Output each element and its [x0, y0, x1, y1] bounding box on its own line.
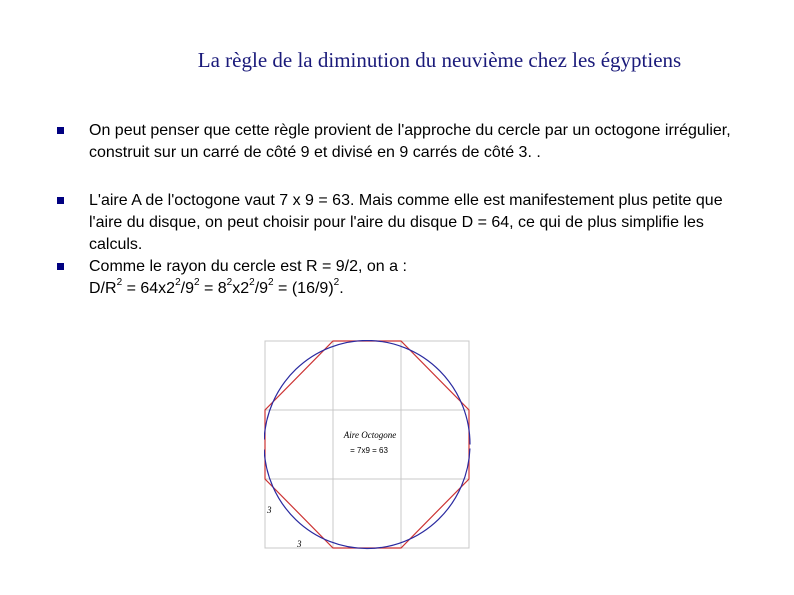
octagon-circle-figure [264, 340, 476, 552]
area-label: Aire Octogone [343, 430, 397, 440]
list-item [57, 256, 757, 300]
formula-line: $D/R^2 = 64x2^2/9^2 = 8^2x2^2/9^2 = (16/9)^2$. [89, 277, 344, 297]
list-item [57, 120, 757, 164]
octagon-shape [265, 341, 469, 548]
side-length-label-left: 3 [267, 505, 272, 515]
grid [265, 341, 469, 548]
side-length-label-bottom: 3 [297, 539, 302, 549]
area-formula-label: = 7x9 = 63 [350, 446, 388, 455]
bullet-text-3: Comme le rayon du cercle est R = 9/2, on a : [89, 258, 407, 275]
bullet-list [57, 120, 757, 300]
bullet-square-icon [57, 263, 64, 270]
circle-shape [264, 341, 470, 549]
bullet-square-icon [57, 127, 64, 134]
bullet-square-icon [57, 197, 64, 204]
page-title: La règle de la diminution du neuvième chez les égyptiens [197, 48, 682, 72]
grid-outer-square [265, 341, 469, 548]
bullet-text-1: On peut penser que cette règle provient de l'approche du cercle par un octogone irrégulier, construit sur un carré de côté 9 et divisé en 9 carrés de côté 3. . [89, 122, 731, 161]
bullet-text-2: L'aire A de l'octogone vaut 7 x 9 = 63. Mais comme elle est manifestement plus petite que l'aire du disque, on peut choisir pour l'aire du disque D = 64, ce qui de plus simplifie les calculs. [89, 192, 723, 253]
list-item [57, 190, 757, 256]
